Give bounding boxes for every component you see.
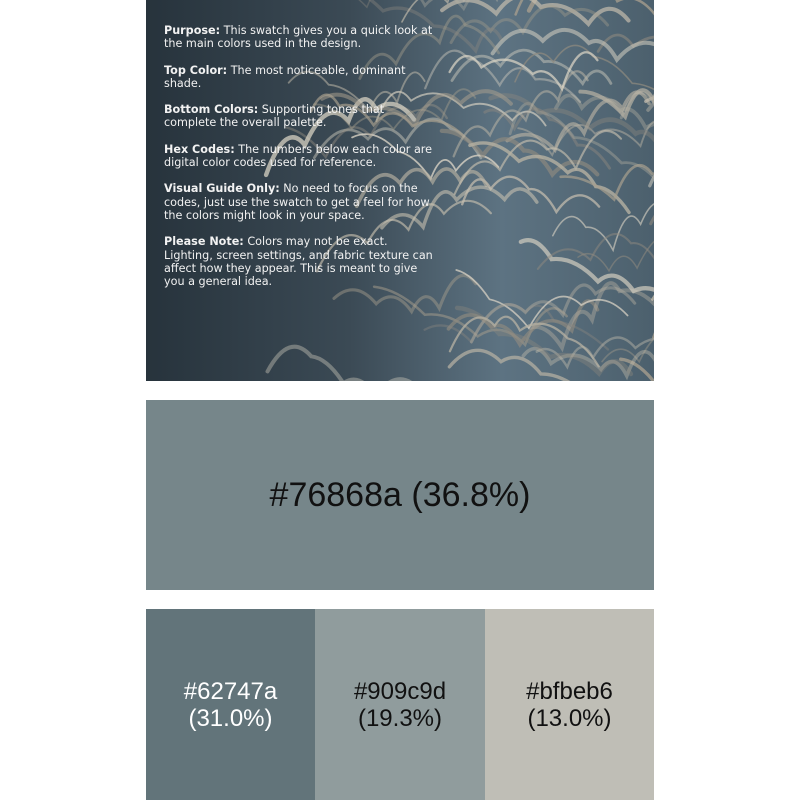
- swatch-dominant-hex: #76868a: [269, 475, 402, 514]
- swatch-dominant: [146, 400, 654, 590]
- info-visual-guide: Visual Guide Only: No need to focus on the codes, just use the swatch to get a feel for how the colors might look in your space.: [164, 182, 430, 222]
- fabric-wave: [268, 347, 420, 381]
- info-hex-codes: Hex Codes: The numbers below each color are digital color codes used for reference.: [164, 142, 433, 170]
- info-text: [164, 24, 434, 301]
- swatch-3-pct: (13.0%): [527, 704, 612, 732]
- swatch-dominant-label: [270, 476, 531, 515]
- info-top-color: Top Color: The most noticeable, dominant shade.: [164, 63, 406, 90]
- swatch-3-hex: #bfbeb6: [526, 677, 613, 705]
- swatch-secondary-2: [315, 609, 485, 800]
- swatch-2-hex: #909c9d: [353, 677, 447, 705]
- info-please-note: Please Note: Colors may not be exact. Lighting, screen settings, and fabric texture can affect how they appear. This is meant to give you a general idea.: [164, 235, 433, 289]
- info-purpose: Purpose: This swatch gives you a quick look at the main colors used in the design.: [164, 24, 433, 51]
- swatch-1-pct: (31.0%): [188, 704, 273, 732]
- fabric-wave: [652, 265, 654, 299]
- fabric-wave: [538, 234, 654, 269]
- swatch-1-hex: #62747a: [183, 677, 278, 705]
- swatch-secondary-1: [146, 609, 315, 800]
- swatch-secondary-3: [485, 609, 654, 800]
- fabric-wave: [602, 329, 654, 362]
- swatch-2-pct: (19.3%): [357, 704, 443, 732]
- swatch-dominant-pct: (36.8%): [411, 475, 531, 514]
- fabric-wave: [521, 240, 654, 306]
- fabric-photo: [146, 0, 654, 381]
- info-bottom-colors: Bottom Colors: Supporting tones that complete the overall palette.: [164, 103, 385, 130]
